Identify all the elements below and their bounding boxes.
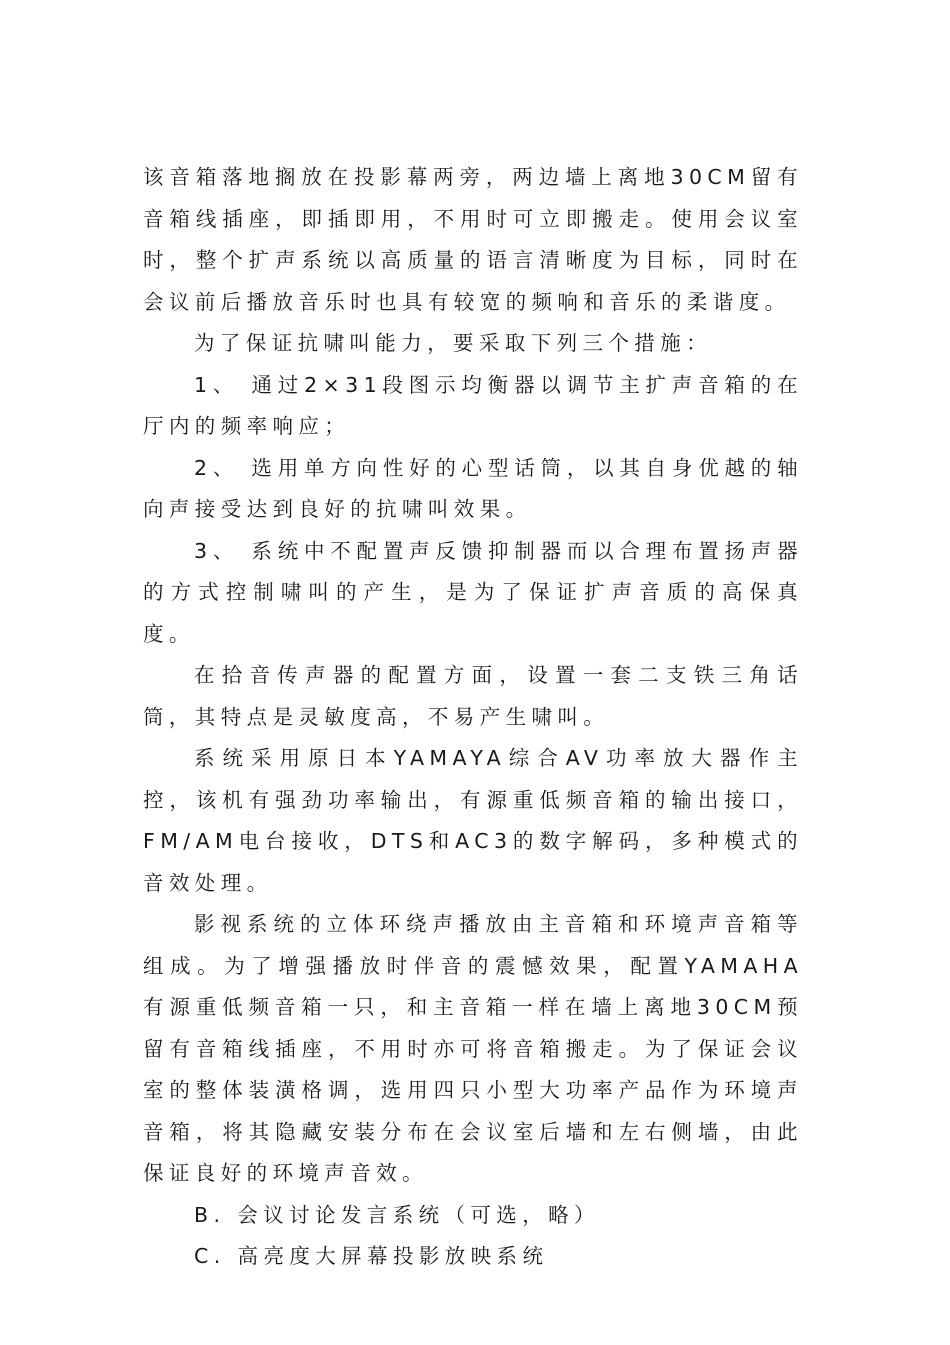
list-item-equalizer: 1、 通过2×31段图示均衡器以调节主扩声音箱的在厅内的频率响应； [143,372,803,438]
document-body [143,157,803,1278]
section-heading-projection-system: C. 高亮度大屏幕投影放映系统 [194,1244,549,1268]
paragraph-speaker-placement: 该音箱落地搁放在投影幕两旁，两边墙上离地30CM留有音箱线插座，即插即用，不用时可立即搬走。使用会议室时，整个扩声系统以高质量的语言清晰度为目标，同时在会议前后播放音乐时也具有较宽的频响和音乐的柔谐度。 [143,165,803,314]
paragraph-amplifier: 系统采用原日本YAMAYA综合AV功率放大器作主控，该机有强劲功率输出，有源重低频音箱的输出接口，FM/AM电台接收，DTS和AC3的数字解码，多种模式的音效处理。 [143,746,803,895]
paragraph-anti-howling-intro: 为了保证抗啸叫能力，要采取下列三个措施： [194,331,712,355]
list-item-cardioid-mic: 2、 选用单方向性好的心型话筒，以其自身优越的轴向声接受达到良好的抗啸叫效果。 [143,455,803,521]
section-heading-discussion-system: B. 会议讨论发言系统（可选，略） [194,1202,600,1227]
list-item-speaker-layout: 3、 系统中不配置声反馈抑制器而以合理布置扬声器的方式控制啸叫的产生，是为了保证扩声音质的高保真度。 [143,538,803,646]
paragraph-surround-system: 影视系统的立体环绕声播放由主音箱和环境声音箱等组成。为了增强播放时伴音的震憾效果，配置YAMAHA有源重低频音箱一只，和主音箱一样在墙上离地30CM预留有音箱线插座，不用时亦可将音箱搬走。为了保证会议室的整体装潢格调，选用四只小型大功率产品作为环境声音箱，将其隐藏安装分布在会议室后墙和左右侧墙，由此保证良好的环境声音效。 [143,912,803,1185]
paragraph-microphone-config: 在拾音传声器的配置方面，设置一套二支铁三角话筒，其特点是灵敏度高，不易产生啸叫。 [143,663,803,729]
